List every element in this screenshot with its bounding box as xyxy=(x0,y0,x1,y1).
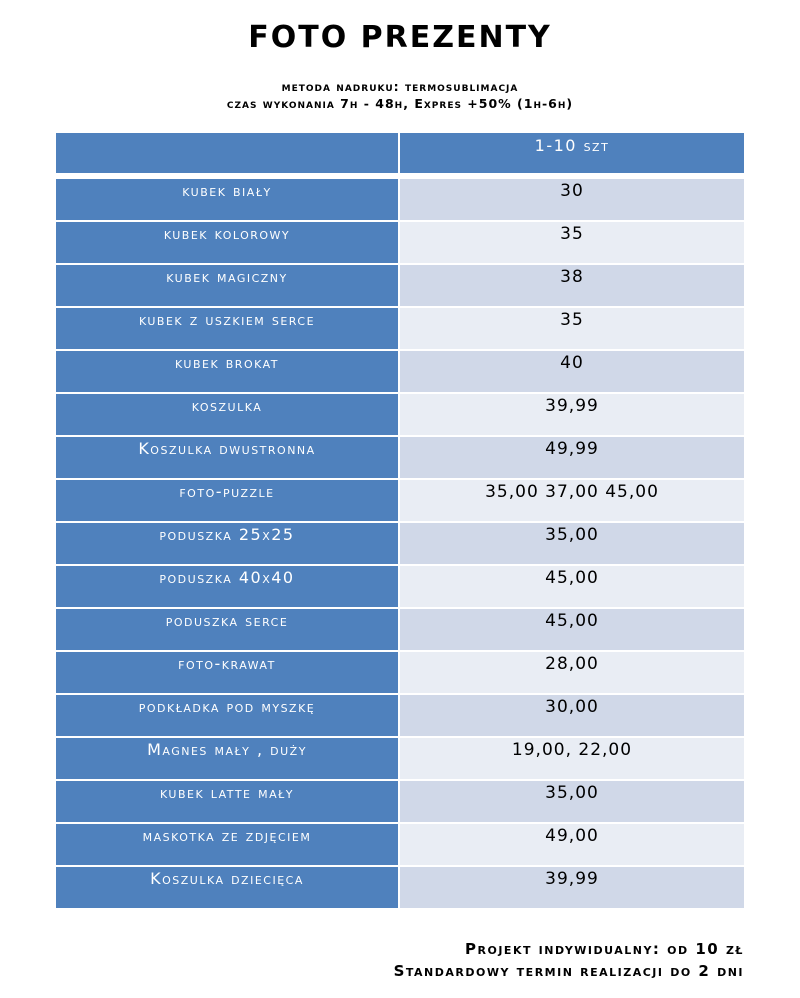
product-price: 49,99 xyxy=(399,436,744,479)
product-price: 30 xyxy=(399,176,744,221)
product-name: kubek kolorowy xyxy=(56,221,399,264)
product-name: maskotka ze zdjęciem xyxy=(56,823,399,866)
product-name: poduszka 25x25 xyxy=(56,522,399,565)
product-price: 38 xyxy=(399,264,744,307)
product-price: 35,00 xyxy=(399,522,744,565)
table-row xyxy=(56,307,744,350)
product-name: foto-krawat xyxy=(56,651,399,694)
product-name: Magnes mały , duży xyxy=(56,737,399,780)
product-price: 45,00 xyxy=(399,565,744,608)
quantity-header: 1-10 szt xyxy=(399,133,744,176)
product-price: 45,00 xyxy=(399,608,744,651)
table-row xyxy=(56,608,744,651)
table-row xyxy=(56,651,744,694)
table-row xyxy=(56,565,744,608)
price-table-header xyxy=(56,133,744,176)
table-row xyxy=(56,393,744,436)
product-name: poduszka 40x40 xyxy=(56,565,399,608)
table-row xyxy=(56,221,744,264)
table-row xyxy=(56,436,744,479)
product-name: foto-puzzle xyxy=(56,479,399,522)
table-row xyxy=(56,694,744,737)
product-name: Koszulka dziecięca xyxy=(56,866,399,909)
product-name: kubek latte mały xyxy=(56,780,399,823)
custom-project-note: Projekt indywidualny: od 10 zł xyxy=(465,940,744,958)
product-name: kubek biały xyxy=(56,176,399,221)
product-price: 49,00 xyxy=(399,823,744,866)
product-price: 40 xyxy=(399,350,744,393)
product-name: kubek brokat xyxy=(56,350,399,393)
price-table-body xyxy=(56,133,744,909)
product-price: 28,00 xyxy=(399,651,744,694)
product-name: Koszulka dwustronna xyxy=(56,436,399,479)
page-title: FOTO PREZENTY xyxy=(248,20,552,55)
table-row xyxy=(56,350,744,393)
product-price: 39,99 xyxy=(399,393,744,436)
product-name: poduszka serce xyxy=(56,608,399,651)
table-row xyxy=(56,823,744,866)
table-row xyxy=(56,264,744,307)
table-row xyxy=(56,176,744,221)
product-price: 35 xyxy=(399,307,744,350)
product-price: 39,99 xyxy=(399,866,744,909)
product-price: 35,00 37,00 45,00 xyxy=(399,479,744,522)
lead-time-subtitle: czas wykonania 7h - 48h, Expres +50% (1h-6h) xyxy=(226,96,574,111)
header-empty-cell xyxy=(56,133,399,176)
standard-lead-time-note: Standardowy termin realizacji do 2 dni xyxy=(393,962,744,980)
table-row xyxy=(56,737,744,780)
product-name: kubek magiczny xyxy=(56,264,399,307)
product-price: 19,00, 22,00 xyxy=(399,737,744,780)
product-name: koszulka xyxy=(56,393,399,436)
product-name: podkładka pod myszkę xyxy=(56,694,399,737)
print-method-subtitle: metoda nadruku: termosublimacja xyxy=(281,79,519,94)
price-table xyxy=(56,133,744,910)
table-row xyxy=(56,866,744,909)
table-row xyxy=(56,780,744,823)
product-name: kubek z uszkiem serce xyxy=(56,307,399,350)
product-price: 35 xyxy=(399,221,744,264)
product-price: 30,00 xyxy=(399,694,744,737)
table-row xyxy=(56,479,744,522)
product-price: 35,00 xyxy=(399,780,744,823)
table-row xyxy=(56,522,744,565)
